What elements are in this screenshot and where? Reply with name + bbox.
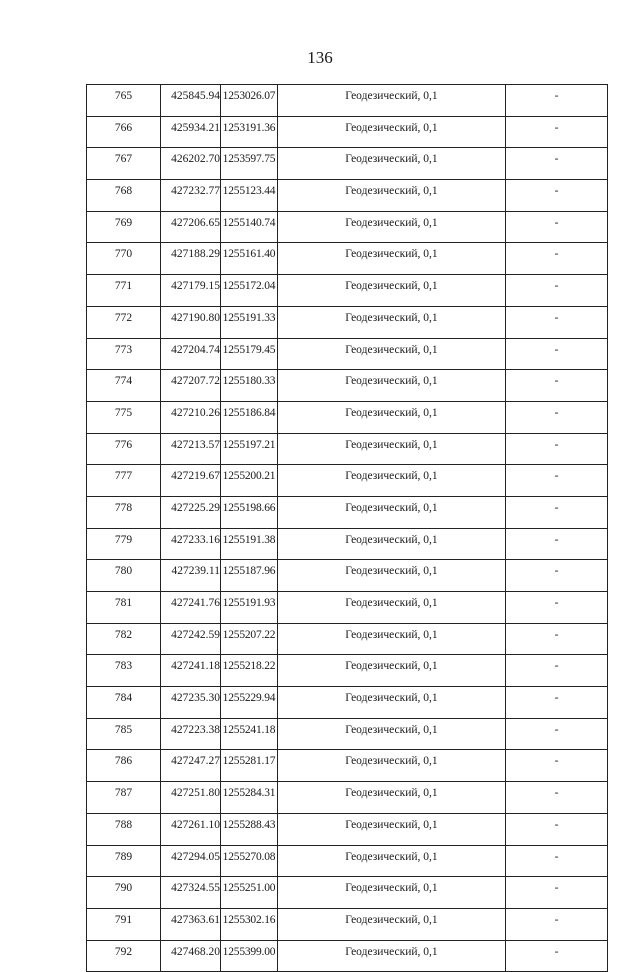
y-coordinate-cell: 1253597.75 — [221, 148, 278, 180]
x-coordinate-cell: 425934.21 — [161, 116, 221, 148]
point-number-cell: 783 — [87, 655, 161, 687]
y-coordinate-cell: 1255281.17 — [221, 750, 278, 782]
method-cell: Геодезический, 0,1 — [278, 623, 506, 655]
note-cell: - — [506, 306, 608, 338]
point-number-cell: 784 — [87, 687, 161, 719]
x-coordinate-cell: 427223.38 — [161, 718, 221, 750]
point-number-cell: 766 — [87, 116, 161, 148]
note-cell: - — [506, 623, 608, 655]
method-cell: Геодезический, 0,1 — [278, 750, 506, 782]
y-coordinate-cell: 1255270.08 — [221, 845, 278, 877]
method-cell: Геодезический, 0,1 — [278, 306, 506, 338]
point-number-cell: 787 — [87, 782, 161, 814]
table-row — [87, 116, 608, 148]
point-number-cell: 769 — [87, 211, 161, 243]
point-number-cell: 779 — [87, 528, 161, 560]
method-cell: Геодезический, 0,1 — [278, 592, 506, 624]
point-number-cell: 768 — [87, 180, 161, 212]
table-row — [87, 940, 608, 972]
table-row — [87, 718, 608, 750]
x-coordinate-cell: 427241.76 — [161, 592, 221, 624]
y-coordinate-cell: 1255284.31 — [221, 782, 278, 814]
point-number-cell: 765 — [87, 85, 161, 117]
table-row — [87, 243, 608, 275]
method-cell: Геодезический, 0,1 — [278, 180, 506, 212]
y-coordinate-cell: 1255200.21 — [221, 465, 278, 497]
table-row — [87, 623, 608, 655]
note-cell: - — [506, 496, 608, 528]
method-cell: Геодезический, 0,1 — [278, 116, 506, 148]
table-row — [87, 180, 608, 212]
point-number-cell: 782 — [87, 623, 161, 655]
note-cell: - — [506, 687, 608, 719]
table-row — [87, 148, 608, 180]
method-cell: Геодезический, 0,1 — [278, 211, 506, 243]
y-coordinate-cell: 1255191.33 — [221, 306, 278, 338]
y-coordinate-cell: 1255251.00 — [221, 877, 278, 909]
y-coordinate-cell: 1253026.07 — [221, 85, 278, 117]
note-cell: - — [506, 338, 608, 370]
x-coordinate-cell: 427213.57 — [161, 433, 221, 465]
x-coordinate-cell: 426202.70 — [161, 148, 221, 180]
note-cell: - — [506, 940, 608, 972]
table-row — [87, 592, 608, 624]
method-cell: Геодезический, 0,1 — [278, 148, 506, 180]
x-coordinate-cell: 427241.18 — [161, 655, 221, 687]
table-row — [87, 275, 608, 307]
table-row — [87, 687, 608, 719]
y-coordinate-cell: 1255179.45 — [221, 338, 278, 370]
method-cell: Геодезический, 0,1 — [278, 560, 506, 592]
note-cell: - — [506, 750, 608, 782]
note-cell: - — [506, 465, 608, 497]
point-number-cell: 767 — [87, 148, 161, 180]
x-coordinate-cell: 427468.20 — [161, 940, 221, 972]
table-row — [87, 750, 608, 782]
note-cell: - — [506, 116, 608, 148]
note-cell: - — [506, 845, 608, 877]
x-coordinate-cell: 427210.26 — [161, 401, 221, 433]
x-coordinate-cell: 427190.80 — [161, 306, 221, 338]
method-cell: Геодезический, 0,1 — [278, 813, 506, 845]
table-row — [87, 306, 608, 338]
y-coordinate-cell: 1255198.66 — [221, 496, 278, 528]
y-coordinate-cell: 1255172.04 — [221, 275, 278, 307]
coordinates-table — [86, 84, 608, 972]
note-cell: - — [506, 718, 608, 750]
x-coordinate-cell: 427251.80 — [161, 782, 221, 814]
y-coordinate-cell: 1255191.93 — [221, 592, 278, 624]
point-number-cell: 770 — [87, 243, 161, 275]
note-cell: - — [506, 782, 608, 814]
x-coordinate-cell: 425845.94 — [161, 85, 221, 117]
y-coordinate-cell: 1255229.94 — [221, 687, 278, 719]
point-number-cell: 776 — [87, 433, 161, 465]
point-number-cell: 788 — [87, 813, 161, 845]
table-row — [87, 370, 608, 402]
method-cell: Геодезический, 0,1 — [278, 687, 506, 719]
y-coordinate-cell: 1255191.38 — [221, 528, 278, 560]
y-coordinate-cell: 1255302.16 — [221, 908, 278, 940]
x-coordinate-cell: 427294.05 — [161, 845, 221, 877]
method-cell: Геодезический, 0,1 — [278, 85, 506, 117]
table-row — [87, 908, 608, 940]
x-coordinate-cell: 427206.65 — [161, 211, 221, 243]
method-cell: Геодезический, 0,1 — [278, 940, 506, 972]
note-cell: - — [506, 560, 608, 592]
table-row — [87, 560, 608, 592]
table-row — [87, 528, 608, 560]
note-cell: - — [506, 85, 608, 117]
table-row — [87, 813, 608, 845]
point-number-cell: 775 — [87, 401, 161, 433]
x-coordinate-cell: 427324.55 — [161, 877, 221, 909]
method-cell: Геодезический, 0,1 — [278, 338, 506, 370]
y-coordinate-cell: 1253191.36 — [221, 116, 278, 148]
point-number-cell: 771 — [87, 275, 161, 307]
x-coordinate-cell: 427188.29 — [161, 243, 221, 275]
point-number-cell: 791 — [87, 908, 161, 940]
x-coordinate-cell: 427179.15 — [161, 275, 221, 307]
page-number: 136 — [307, 48, 333, 67]
table-row — [87, 401, 608, 433]
point-number-cell: 789 — [87, 845, 161, 877]
note-cell: - — [506, 433, 608, 465]
y-coordinate-cell: 1255123.44 — [221, 180, 278, 212]
method-cell: Геодезический, 0,1 — [278, 782, 506, 814]
note-cell: - — [506, 592, 608, 624]
method-cell: Геодезический, 0,1 — [278, 370, 506, 402]
method-cell: Геодезический, 0,1 — [278, 845, 506, 877]
x-coordinate-cell: 427363.61 — [161, 908, 221, 940]
note-cell: - — [506, 211, 608, 243]
x-coordinate-cell: 427232.77 — [161, 180, 221, 212]
x-coordinate-cell: 427239.11 — [161, 560, 221, 592]
point-number-cell: 773 — [87, 338, 161, 370]
method-cell: Геодезический, 0,1 — [278, 465, 506, 497]
x-coordinate-cell: 427242.59 — [161, 623, 221, 655]
table-row — [87, 433, 608, 465]
method-cell: Геодезический, 0,1 — [278, 908, 506, 940]
table-row — [87, 845, 608, 877]
method-cell: Геодезический, 0,1 — [278, 433, 506, 465]
point-number-cell: 777 — [87, 465, 161, 497]
y-coordinate-cell: 1255180.33 — [221, 370, 278, 402]
note-cell: - — [506, 908, 608, 940]
note-cell: - — [506, 655, 608, 687]
table-row — [87, 655, 608, 687]
point-number-cell: 790 — [87, 877, 161, 909]
y-coordinate-cell: 1255207.22 — [221, 623, 278, 655]
note-cell: - — [506, 813, 608, 845]
table-row — [87, 211, 608, 243]
y-coordinate-cell: 1255218.22 — [221, 655, 278, 687]
note-cell: - — [506, 275, 608, 307]
note-cell: - — [506, 180, 608, 212]
point-number-cell: 778 — [87, 496, 161, 528]
note-cell: - — [506, 877, 608, 909]
y-coordinate-cell: 1255186.84 — [221, 401, 278, 433]
table-row — [87, 877, 608, 909]
method-cell: Геодезический, 0,1 — [278, 655, 506, 687]
table-row — [87, 465, 608, 497]
method-cell: Геодезический, 0,1 — [278, 496, 506, 528]
method-cell: Геодезический, 0,1 — [278, 275, 506, 307]
note-cell: - — [506, 401, 608, 433]
x-coordinate-cell: 427225.29 — [161, 496, 221, 528]
note-cell: - — [506, 148, 608, 180]
x-coordinate-cell: 427235.30 — [161, 687, 221, 719]
method-cell: Геодезический, 0,1 — [278, 243, 506, 275]
table-row — [87, 782, 608, 814]
x-coordinate-cell: 427204.74 — [161, 338, 221, 370]
y-coordinate-cell: 1255140.74 — [221, 211, 278, 243]
point-number-cell: 781 — [87, 592, 161, 624]
note-cell: - — [506, 243, 608, 275]
point-number-cell: 785 — [87, 718, 161, 750]
point-number-cell: 786 — [87, 750, 161, 782]
note-cell: - — [506, 528, 608, 560]
y-coordinate-cell: 1255241.18 — [221, 718, 278, 750]
method-cell: Геодезический, 0,1 — [278, 877, 506, 909]
x-coordinate-cell: 427247.27 — [161, 750, 221, 782]
y-coordinate-cell: 1255161.40 — [221, 243, 278, 275]
y-coordinate-cell: 1255197.21 — [221, 433, 278, 465]
x-coordinate-cell: 427261.10 — [161, 813, 221, 845]
point-number-cell: 772 — [87, 306, 161, 338]
x-coordinate-cell: 427219.67 — [161, 465, 221, 497]
y-coordinate-cell: 1255288.43 — [221, 813, 278, 845]
point-number-cell: 774 — [87, 370, 161, 402]
table-row — [87, 338, 608, 370]
note-cell: - — [506, 370, 608, 402]
method-cell: Геодезический, 0,1 — [278, 401, 506, 433]
point-number-cell: 792 — [87, 940, 161, 972]
method-cell: Геодезический, 0,1 — [278, 528, 506, 560]
x-coordinate-cell: 427233.16 — [161, 528, 221, 560]
coordinates-table-body — [87, 85, 608, 972]
point-number-cell: 780 — [87, 560, 161, 592]
y-coordinate-cell: 1255399.00 — [221, 940, 278, 972]
method-cell: Геодезический, 0,1 — [278, 718, 506, 750]
y-coordinate-cell: 1255187.96 — [221, 560, 278, 592]
table-row — [87, 85, 608, 117]
x-coordinate-cell: 427207.72 — [161, 370, 221, 402]
table-row — [87, 496, 608, 528]
